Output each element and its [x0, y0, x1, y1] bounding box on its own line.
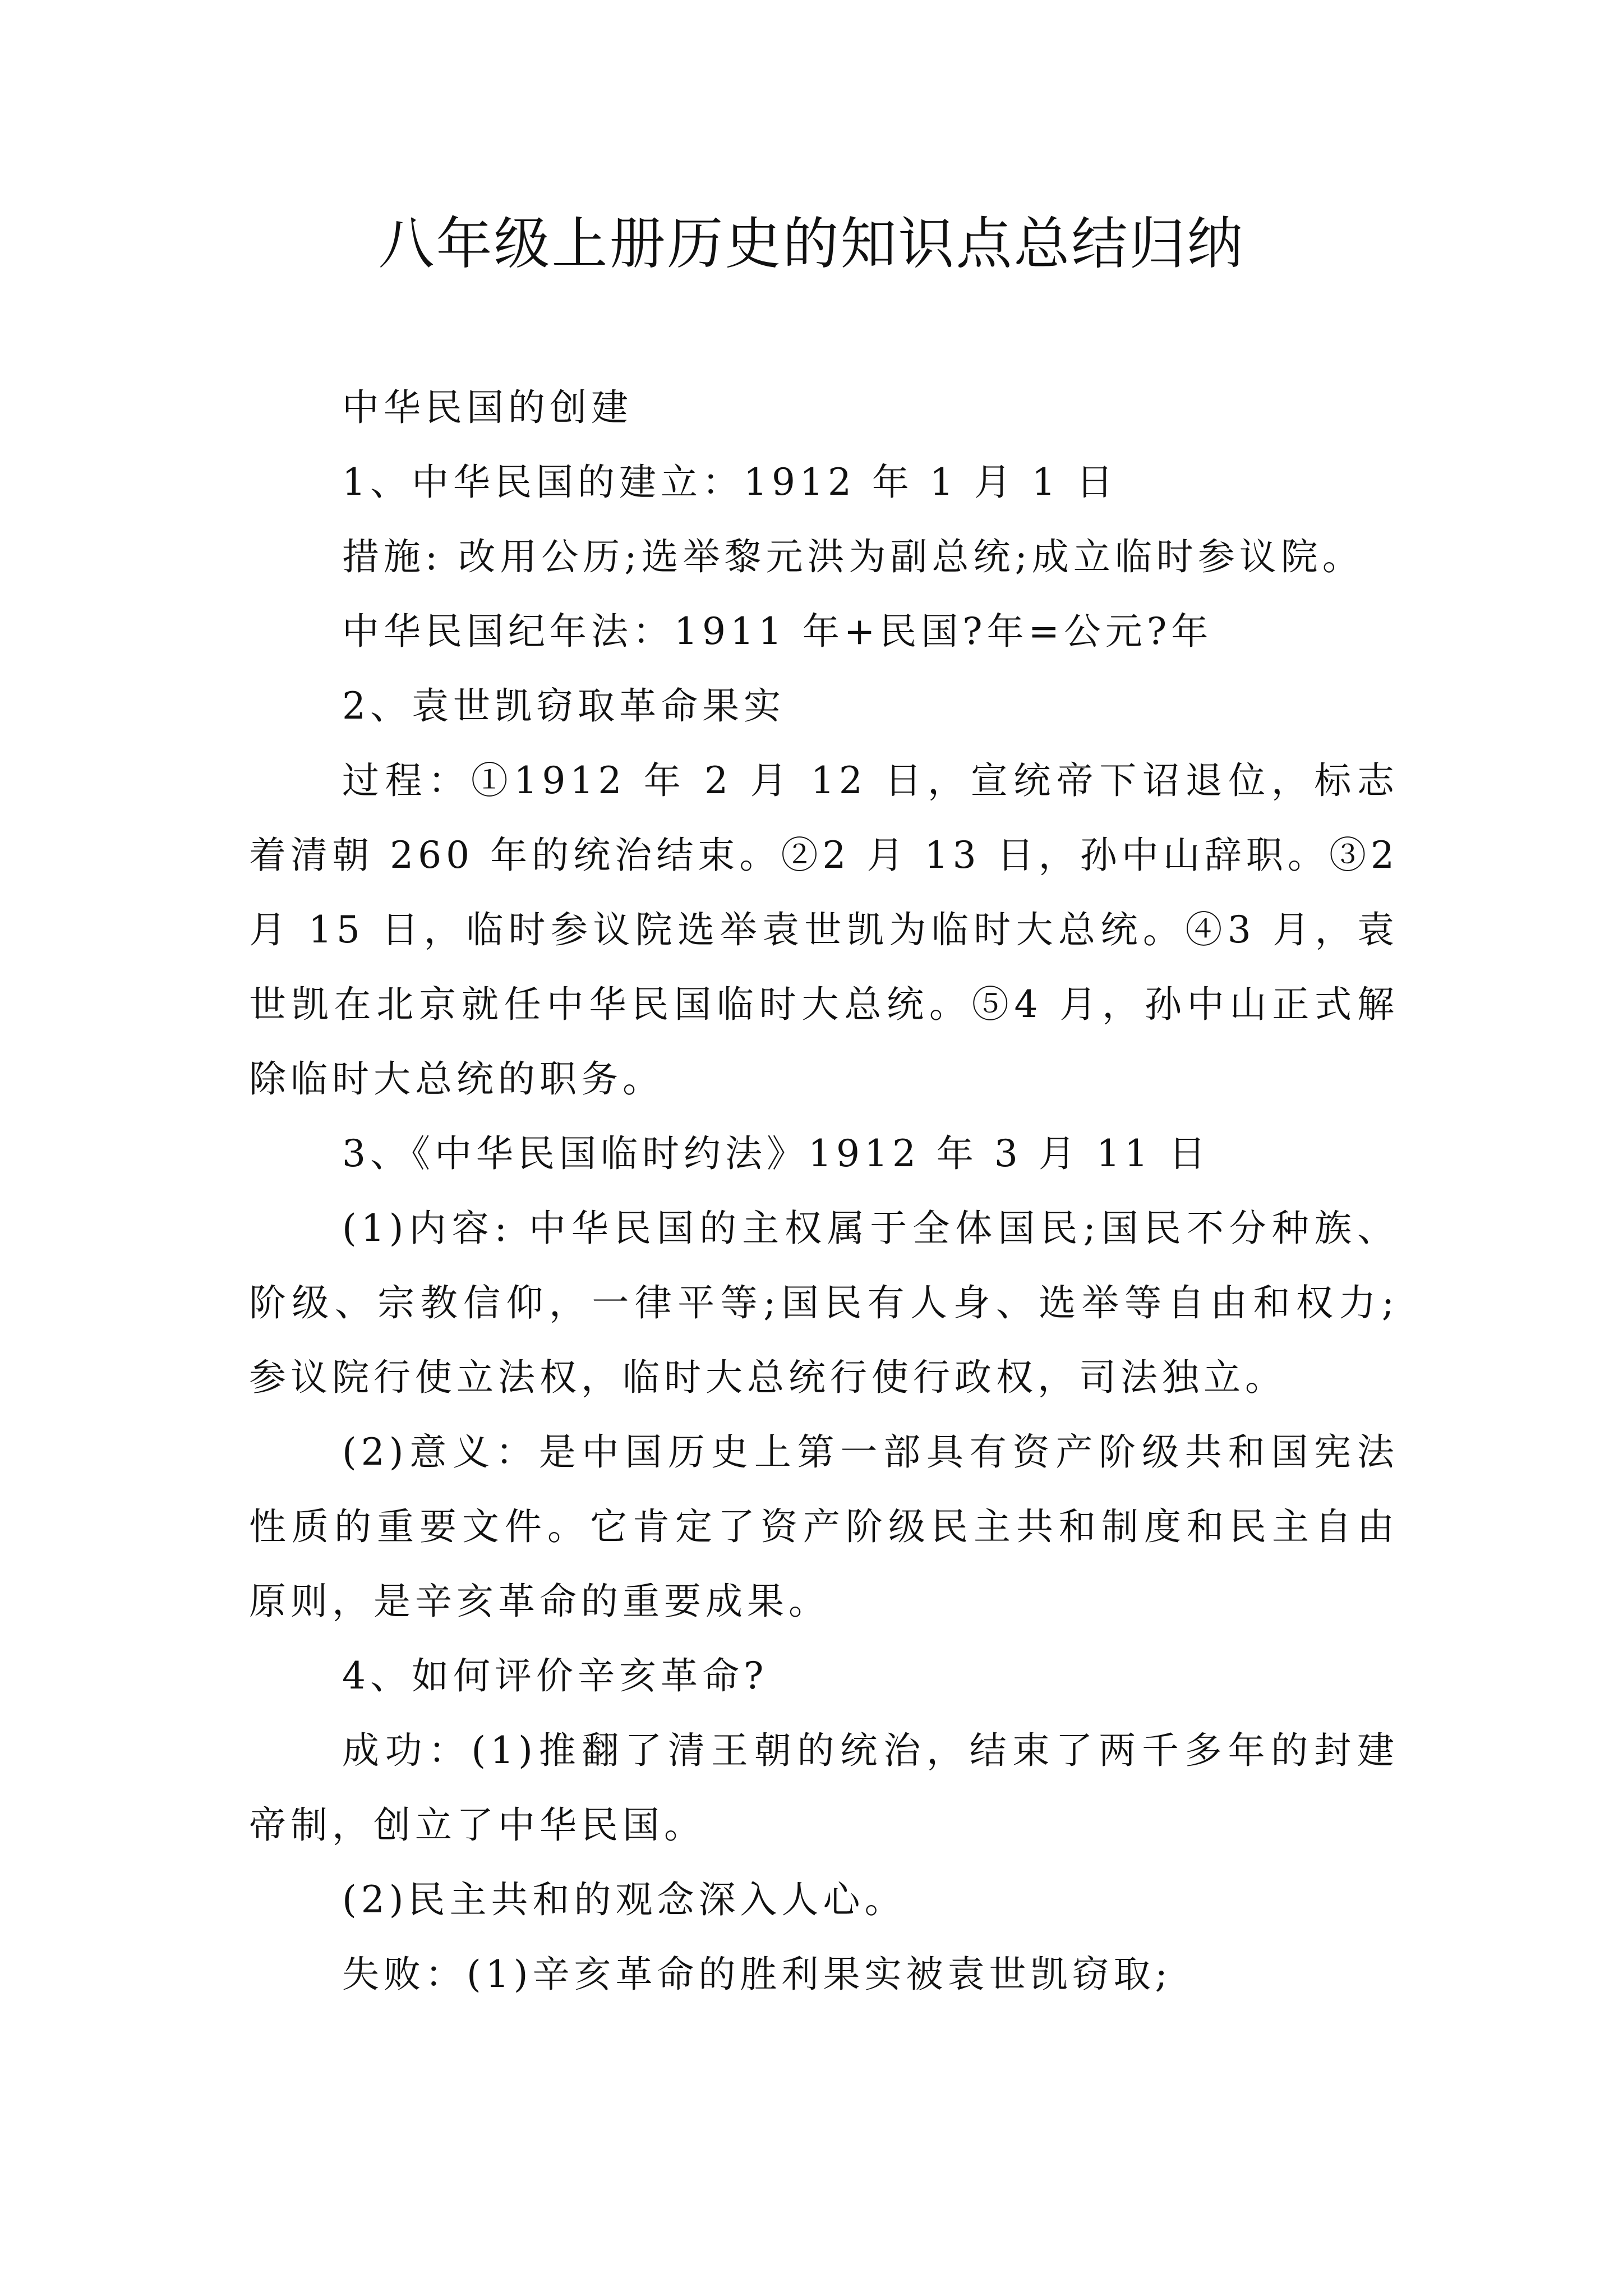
paragraph: 失败：(1)辛亥革命的胜利果实被袁世凯窃取;	[342, 1953, 1172, 1996]
document-body	[249, 370, 1399, 2012]
paragraph: (2)意义：是中国历史上第一部具有资产阶级共和国宪法性质的重要文件。它肯定了资产阶级民主共和制度和民主自由原则，是辛亥革命的重要成果。	[249, 1430, 1399, 1623]
paragraph: (1)内容: 中华民国的主权属于全体国民;国民不分种族、阶级、宗教信仰，一律平等;国民有人身、选举等自由和权力;参议院行使立法权，临时大总统行使行政权，司法独立。	[249, 1207, 1399, 1399]
paragraph: 1、中华民国的建立：1912 年 1 月 1 日	[342, 461, 1118, 504]
document-title: 八年级上册历史的知识点总结归纳	[378, 211, 1245, 277]
paragraph: (2)民主共和的观念深入人心。	[342, 1878, 906, 1921]
paragraph: 措施: 改用公历;选举黎元洪为副总统;成立临时参议院。	[342, 535, 1364, 578]
paragraph: 4、如何评价辛亥革命?	[342, 1654, 768, 1697]
paragraph: 2、袁世凯窃取革命果实	[342, 684, 785, 728]
paragraph: 中华民国纪年法：1911 年+民国?年=公元?年	[342, 610, 1213, 653]
paragraph: 成功：(1)推翻了清王朝的统治，结束了两千多年的封建帝制，创立了中华民国。	[249, 1729, 1399, 1847]
section-heading: 中华民国的创建	[342, 386, 633, 429]
paragraph: 过程：①1912 年 2 月 12 日，宣统帝下诏退位，标志着清朝 260 年的统治结束。②2 月 13 日，孙中山辞职。③2 月 15 日，临时参议院选举袁世凯为临时大总统。④3 月，袁世凯在北京就任中华民国临时大总统。⑤4 月，孙中山正式解除临时大总统的职务。	[249, 759, 1399, 1101]
paragraph: 3、《中华民国临时约法》1912 年 3 月 11 日	[342, 1132, 1210, 1175]
